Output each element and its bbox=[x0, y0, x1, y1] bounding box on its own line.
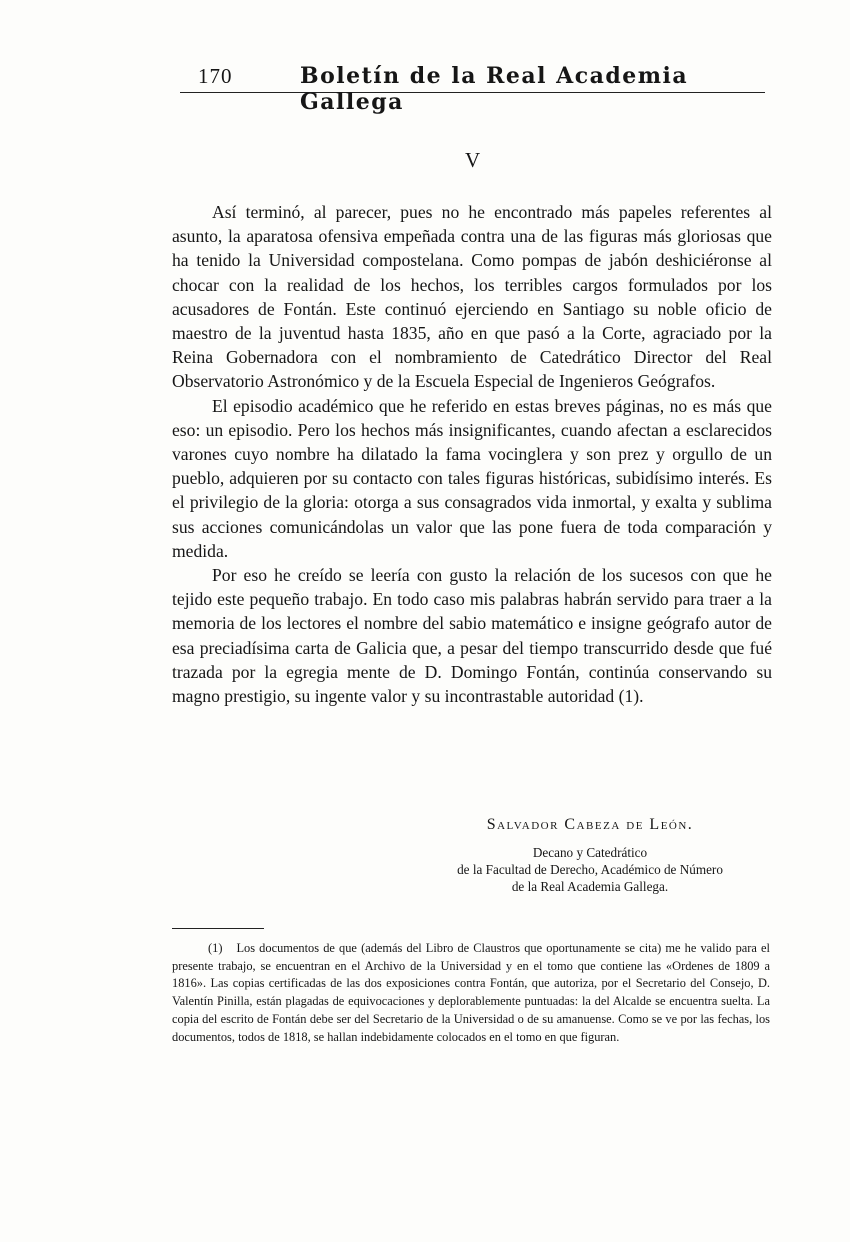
footnote bbox=[172, 940, 770, 1046]
page-number: 170 bbox=[198, 64, 233, 88]
body-text bbox=[172, 200, 772, 708]
signature-block bbox=[420, 816, 760, 895]
author-title-line: de la Real Academia Gallega. bbox=[511, 879, 669, 894]
paragraph: El episodio académico que he referido en estas breves páginas, no es más que eso: un episodio. Pero los hechos más insignificantes, cuando afectan a esclarecidos varones cuyo nombre ha dilatado la fama vocinglera y son prez y orgullo de un pueblo, adquieren por su contacto con tales figuras históricas, subidísimo interés. Es el privilegio de la gloria: otorga a sus consagrados vida inmortal, y exalta y sublima sus acciones comunicándolas un valor que las pone fuera de toda comparación y medida. bbox=[172, 395, 772, 561]
paragraph: Así terminó, al parecer, pues no he encontrado más papeles referentes al asunto, la aparatosa ofensiva empeñada contra una de las figuras más gloriosas que ha tenido la Universidad compostelana. Como pompas de jabón deshiciéronse al chocar con la realidad de los hechos, los terribles cargos formulados por los acusadores de Fontán. Este continuó ejerciendo en Santiago su noble oficio de maestro de la juventud hasta 1835, año en que pasó a la Corte, agraciado por la Reina Gobernadora con el nombramiento de Catedrático Director del Real Observatorio Astronómico y de la Escuela Especial de Ingenieros Geógrafos. bbox=[172, 202, 772, 392]
paragraph: Por eso he creído se leería con gusto la relación de los sucesos con que he tejido este pequeño trabajo. En todo caso mis palabras habrán servido para traer a la memoria de los lectores el nombre del sabio matemático e insigne geógrafo autor de esa preciadísima carta de Galicia que, a pesar del tiempo transcurrido desde que fué trazada por la egregia mente de D. Domingo Fontán, continúa conservando su magno prestigio, su ingente valor y su incontrastable autoridad (1). bbox=[172, 565, 772, 707]
author-name: Salvador Cabeza de León. bbox=[486, 816, 694, 833]
section-numeral: V bbox=[465, 148, 481, 172]
author-titles bbox=[420, 844, 760, 895]
footnote-divider bbox=[172, 928, 264, 929]
author-title-line: Decano y Catedrático bbox=[532, 845, 648, 860]
journal-title: Boletín de la Real Academia Gallega bbox=[300, 63, 689, 115]
running-header bbox=[180, 62, 765, 115]
author-title-line: de la Facultad de Derecho, Académico de Número bbox=[457, 862, 723, 877]
footnote-marker: (1) bbox=[208, 941, 223, 955]
footnote-text: Los documentos de que (además del Libro de Claustros que oportunamente se cita) me he valido para el presente trabajo, se encuentran en el Archivo de la Universidad y en el tomo que contiene las «Ordenes de 1809 a 1816». Las copias certificadas de las dos exposiciones contra Fontán, que autoriza, por el Secretario del Consejo, D. Valentín Pinilla, están plagadas de equivocaciones y deplorablemente puntuadas: la del Alcalde se encuentra suelta. La copia del escrito de Fontán debe ser del Secretario de la Universidad o de su amanuense. Como se ve por las fechas, los documentos, todos de 1818, se hallan indebidamente colocados en el tomo en que figuran. bbox=[172, 941, 770, 1044]
